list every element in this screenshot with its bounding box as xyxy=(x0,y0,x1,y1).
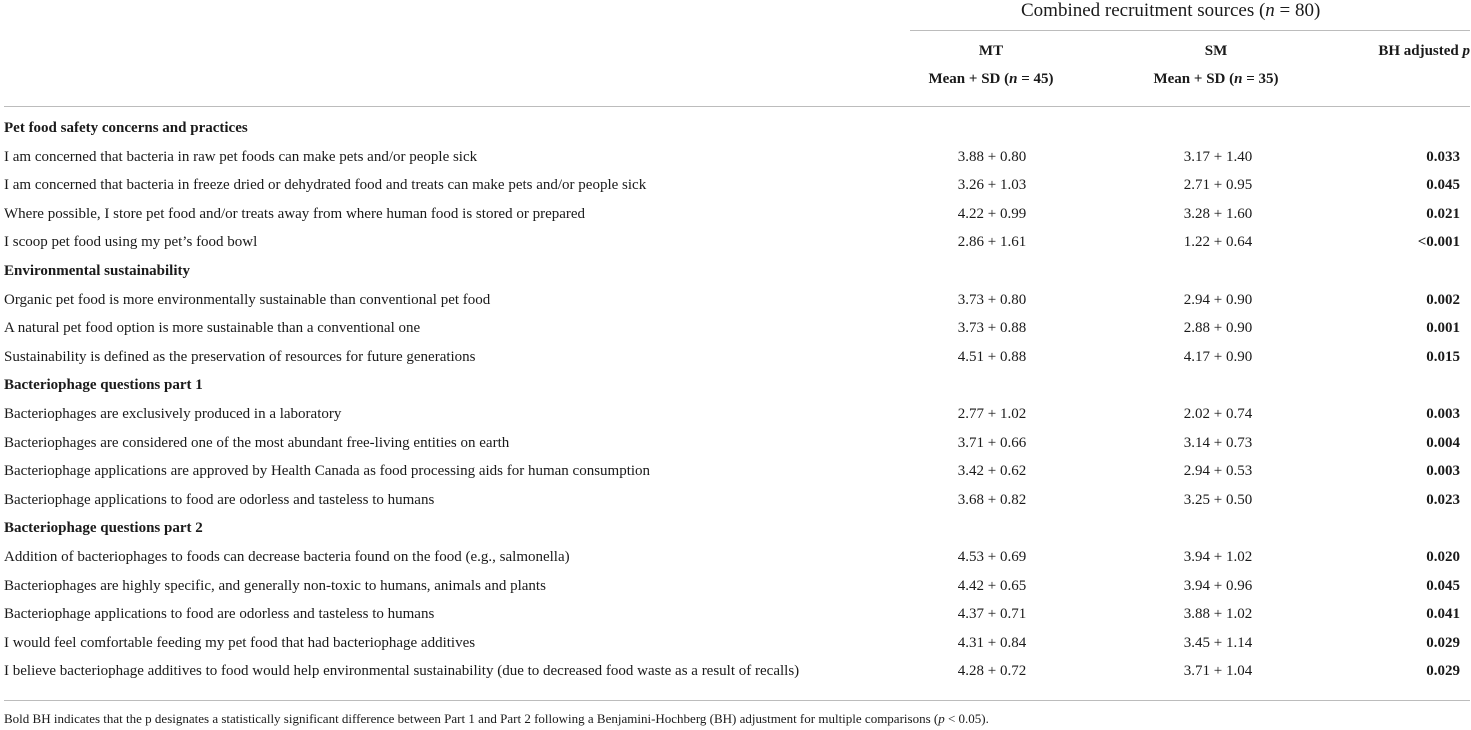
table-row xyxy=(0,231,1471,259)
column-header-sm-sub: Mean + SD (n = 35) xyxy=(1153,71,1279,87)
mt-value: 4.51 + 0.88 xyxy=(957,348,1027,365)
table-bottom-rule xyxy=(4,700,1470,701)
header-bottom-rule xyxy=(4,106,1470,107)
item-label: Bacteriophages are exclusively produced in a laboratory xyxy=(4,406,342,422)
item-label: Bacteriophage applications to food are odorless and tasteless to humans xyxy=(4,606,435,623)
table-row xyxy=(0,632,1471,660)
mt-value: 3.68 + 0.82 xyxy=(957,491,1027,508)
item-label: I scoop pet food using my pet’s food bowl xyxy=(4,234,258,251)
section-label: Bacteriophage questions part 1 xyxy=(4,377,203,394)
mt-value: 3.73 + 0.80 xyxy=(957,291,1027,308)
section-header-row xyxy=(0,260,1471,288)
item-label: I am concerned that bacteria in raw pet foods can make pets and/or people sick xyxy=(4,148,478,165)
item-label: I believe bacteriophage additives to food would help environmental sustainability (due to decreased food waste as a result of recalls) xyxy=(4,663,800,680)
sm-value: 3.45 + 1.14 xyxy=(1183,634,1253,651)
mt-value: 3.26 + 1.03 xyxy=(957,177,1027,194)
column-header-mt-sub: Mean + SD (n = 45) xyxy=(928,71,1054,87)
sm-value: 3.94 + 0.96 xyxy=(1183,577,1253,594)
section-label: Bacteriophage questions part 2 xyxy=(4,520,203,537)
bh-p-value: 0.003 xyxy=(1426,463,1460,480)
bh-p-value: 0.029 xyxy=(1426,663,1460,680)
sm-value: 2.94 + 0.53 xyxy=(1183,463,1253,480)
mt-value: 2.77 + 1.02 xyxy=(957,406,1027,422)
bh-p-value: 0.033 xyxy=(1426,148,1460,165)
bh-p-value: 0.015 xyxy=(1426,348,1460,365)
bh-p-value: 0.023 xyxy=(1426,491,1460,508)
bh-p-value: <0.001 xyxy=(1417,234,1460,251)
sm-value: 2.02 + 0.74 xyxy=(1183,406,1253,422)
table-row xyxy=(0,489,1471,517)
table-row xyxy=(0,203,1471,231)
table-row xyxy=(0,575,1471,603)
mt-value: 4.22 + 0.99 xyxy=(957,205,1027,222)
item-label: Bacteriophages are considered one of the most abundant free-living entities on earth xyxy=(4,434,510,451)
table-row xyxy=(0,546,1471,574)
mt-value: 4.42 + 0.65 xyxy=(957,577,1027,594)
column-header-sm: SM Mean + SD (n = 35) xyxy=(1125,43,1307,88)
table-footnote: Bold BH indicates that the p designates a statistically significant difference between Part 1 and Part 2 following a Benjamini-Hochberg (BH) adjustment for multiple comparisons (p < 0.05). xyxy=(4,711,989,726)
column-header-mt: MT Mean + SD (n = 45) xyxy=(900,43,1082,88)
item-label: Addition of bacteriophages to foods can decrease bacteria found on the food (e.g., salmonella) xyxy=(4,549,570,565)
table-row xyxy=(0,603,1471,631)
table-row xyxy=(0,432,1471,460)
section-header-row xyxy=(0,374,1471,402)
bh-p-value: 0.029 xyxy=(1426,634,1460,651)
table-row xyxy=(0,289,1471,317)
sm-value: 2.94 + 0.90 xyxy=(1183,291,1253,308)
item-label: Bacteriophage applications to food are odorless and tasteless to humans xyxy=(4,491,435,508)
table-row xyxy=(0,317,1471,345)
mt-value: 3.42 + 0.62 xyxy=(957,463,1027,480)
item-label: I would feel comfortable feeding my pet food that had bacteriophage additives xyxy=(4,634,476,651)
mt-value: 4.37 + 0.71 xyxy=(957,606,1027,623)
sm-value: 4.17 + 0.90 xyxy=(1183,348,1253,365)
mt-value: 4.53 + 0.69 xyxy=(957,549,1027,565)
mt-value: 4.28 + 0.72 xyxy=(957,663,1027,680)
table-row xyxy=(0,174,1471,202)
mt-value: 3.88 + 0.80 xyxy=(957,148,1027,165)
sm-value: 3.14 + 0.73 xyxy=(1183,434,1253,451)
column-header-bh-p: BH adjusted p xyxy=(1378,43,1470,59)
bh-p-value: 0.004 xyxy=(1426,434,1460,451)
bh-p-value: 0.001 xyxy=(1426,320,1460,337)
section-header-row xyxy=(0,517,1471,545)
section-label: Environmental sustainability xyxy=(4,263,191,279)
sm-value: 3.88 + 1.02 xyxy=(1183,606,1253,623)
item-label: A natural pet food option is more sustainable than a conventional one xyxy=(4,320,421,337)
item-label: Sustainability is defined as the preservation of resources for future generations xyxy=(4,348,476,365)
table-row xyxy=(0,660,1471,688)
item-label: Where possible, I store pet food and/or treats away from where human food is stored or prepared xyxy=(4,205,586,222)
table-row xyxy=(0,146,1471,174)
bh-p-value: 0.020 xyxy=(1426,549,1460,565)
sm-value: 3.25 + 0.50 xyxy=(1183,491,1253,508)
mt-value: 3.71 + 0.66 xyxy=(957,434,1027,451)
mt-value: 2.86 + 1.61 xyxy=(957,234,1027,251)
sm-value: 3.28 + 1.60 xyxy=(1183,205,1253,222)
sm-value: 1.22 + 0.64 xyxy=(1183,234,1253,251)
bh-p-value: 0.021 xyxy=(1426,205,1460,222)
item-label: I am concerned that bacteria in freeze dried or dehydrated food and treats can make pets and/or people sick xyxy=(4,177,647,194)
bh-p-value: 0.002 xyxy=(1426,291,1460,308)
sm-value: 2.88 + 0.90 xyxy=(1183,320,1253,337)
table-row xyxy=(0,403,1471,431)
bh-p-value: 0.045 xyxy=(1426,177,1460,194)
group-title: Combined recruitment sources (n = 80) xyxy=(1021,0,1321,21)
table-row xyxy=(0,460,1471,488)
item-label: Bacteriophage applications are approved by Health Canada as food processing aids for human consumption xyxy=(4,463,651,480)
table-row xyxy=(0,346,1471,374)
bh-p-value: 0.045 xyxy=(1426,577,1460,594)
section-header-row xyxy=(0,117,1471,145)
sm-value: 3.94 + 1.02 xyxy=(1183,549,1253,565)
sm-value: 3.71 + 1.04 xyxy=(1183,663,1253,680)
mt-value: 3.73 + 0.88 xyxy=(957,320,1027,337)
section-label: Pet food safety concerns and practices xyxy=(4,120,248,136)
item-label: Organic pet food is more environmentally sustainable than conventional pet food xyxy=(4,291,491,308)
bh-p-value: 0.041 xyxy=(1426,606,1460,623)
item-label: Bacteriophages are highly specific, and generally non-toxic to humans, animals and plants xyxy=(4,577,546,594)
sm-value: 3.17 + 1.40 xyxy=(1183,148,1253,165)
mt-value: 4.31 + 0.84 xyxy=(957,634,1027,651)
bh-p-value: 0.003 xyxy=(1426,406,1460,422)
sm-value: 2.71 + 0.95 xyxy=(1183,177,1253,194)
group-title-rule xyxy=(910,30,1470,31)
